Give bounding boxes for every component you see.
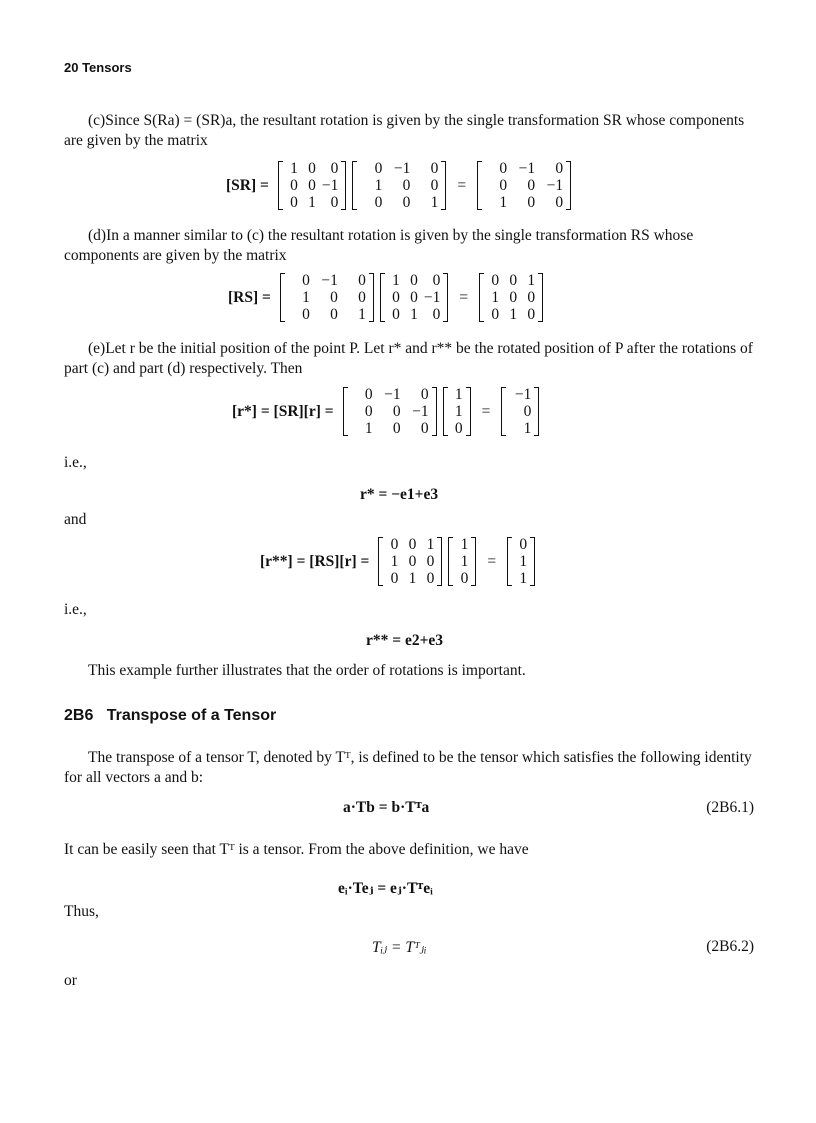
matrix-cell: −1 [518,160,536,177]
vector-cell: 0 [519,536,528,553]
matrix-cell: 0 [330,306,338,323]
matrix-cell: −1 [412,403,429,420]
r-star-matrix [343,386,437,437]
matrix-cell: 0 [430,177,439,194]
sr-matrix-a [278,160,347,211]
matrix-cell: 1 [426,536,435,553]
part-c-text: Since S(Ra) = (SR)a, the resultant rotation is given by the single transformation SR whose components are given by the matrix [64,112,745,149]
rs-result-matrix [479,272,543,323]
matrix-cell: 0 [364,386,373,403]
vector-cell: 1 [519,570,528,587]
matrix-cell: −1 [321,272,338,289]
r-double-star-result [507,536,535,587]
r-double-star-lhs: [r**] = [RS][r] = [260,552,370,570]
r-star-result [501,386,539,437]
matrix-cell: 0 [555,160,564,177]
matrix-cell: 0 [392,420,401,437]
closing-text: This example further illustrates that the order of rotations is important. [88,662,526,679]
and-label: and [64,511,87,528]
matrix-cell: 1 [499,194,508,211]
vector-cell: −1 [514,386,532,403]
matrix-cell: 0 [426,570,435,587]
matrix-cell: 0 [402,194,411,211]
vector-cell: 1 [454,403,463,420]
matrix-cell: 0 [509,272,518,289]
matrix-cell: 1 [491,289,500,306]
sr-equation: [SR] = 1 0 0 0 0 −1 0 1 0 0 −1 0 1 0 0 0 0 1 = 0 −1 0 0 0 −1 1 0 0 [226,160,574,211]
or-label: or [64,972,77,989]
matrix-cell: 0 [527,177,536,194]
component-identity-equation: eᵢ·Teⱼ = eⱼ·Tᵀeᵢ [338,880,433,897]
matrix-cell: 0 [392,403,401,420]
matrix-cell: 0 [290,177,298,194]
matrix-cell: 0 [426,553,435,570]
matrix-cell: −1 [393,160,411,177]
closing-paragraph [64,661,756,681]
matrix-cell: 0 [330,194,339,211]
matrix-cell: 0 [527,194,536,211]
matrix-cell: 0 [420,386,429,403]
matrix-cell: 0 [374,160,383,177]
vector-cell: 1 [454,386,463,403]
matrix-cell: 0 [499,177,508,194]
matrix-cell: 0 [392,289,400,306]
matrix-cell: 0 [432,272,441,289]
vector-cell: 0 [460,570,469,587]
matrix-cell: 1 [358,306,366,323]
matrix-cell: 0 [374,194,383,211]
vector-cell: 0 [523,403,532,420]
matrix-cell: 0 [330,289,338,306]
matrix-cell: 1 [302,289,310,306]
matrix-cell: 0 [408,536,417,553]
matrix-cell: 1 [374,177,383,194]
rs-equation: [RS] = 0 −1 0 1 0 0 0 0 1 1 0 0 0 0 −1 0 1 0 = 0 0 1 1 0 0 0 1 0 [228,272,546,323]
sr-matrix-b [352,160,446,211]
matrix-cell: 1 [527,272,536,289]
matrix-cell: 1 [364,420,373,437]
matrix-cell: 0 [527,306,536,323]
section-intro-text: The transpose of a tensor T, denoted by Tᵀ, is defined to be the tensor which satisfies the following identity for all vectors a and b: [64,749,752,786]
matrix-cell: 0 [509,289,518,306]
matrix-cell: 0 [302,272,310,289]
matrix-cell: −1 [423,289,441,306]
section-heading [64,707,276,725]
rs-lhs: [RS] = [228,288,271,306]
vector-cell: 1 [460,553,469,570]
matrix-cell: 0 [290,194,298,211]
matrix-cell: 0 [308,160,316,177]
matrix-cell: 1 [430,194,439,211]
section-number: 2B6 [64,707,94,724]
sr-lhs: [SR] = [226,176,269,194]
matrix-cell: 0 [430,160,439,177]
matrix-cell: 0 [364,403,373,420]
rs-matrix-a [280,272,374,323]
matrix-cell: 0 [308,177,316,194]
matrix-cell: 1 [290,160,298,177]
matrix-cell: 0 [555,194,564,211]
part-e-paragraph [64,339,756,379]
matrix-cell: 0 [302,306,310,323]
part-d-label: (d) [88,227,107,244]
matrix-cell: 0 [410,272,418,289]
matrix-cell: 0 [358,289,366,306]
matrix-cell: 1 [410,306,418,323]
section-title: Transpose of a Tensor [106,707,277,724]
matrix-cell: 0 [527,289,536,306]
ie-label-2: i.e., [64,601,87,618]
part-e-label: (e) [88,340,106,357]
part-e-text: Let r be the initial position of the point P. Let r* and r** be the rotated position of P after the rotations of part (c) and part (d) respectively. Then [64,340,753,377]
matrix-cell: 1 [509,306,518,323]
r-double-star-matrix [378,536,442,587]
matrix-cell: 0 [410,289,418,306]
matrix-cell: −1 [384,386,401,403]
part-c-label: (c) [88,112,106,129]
sr-result-matrix [477,160,571,211]
r-star-result-equation: r* = −e1+e3 [360,486,439,503]
matrix-cell: 0 [491,306,500,323]
matrix-cell: 0 [392,306,400,323]
part-d-text: In a manner similar to (c) the resultant rotation is given by the single transformation RS whose components are given by the matrix [64,227,694,264]
rs-matrix-b [380,272,449,323]
matrix-cell: 0 [402,177,411,194]
section-intro [64,748,756,788]
vector-cell: 1 [460,536,469,553]
vector-cell: 0 [454,420,463,437]
vector-cell: 1 [523,420,532,437]
matrix-cell: 1 [308,194,316,211]
section-after-text [64,840,756,860]
r-star-vector [443,386,471,437]
r-double-star-equation: [r**] = [RS][r] = 0 0 1 1 0 0 0 1 0 1 1 0 = 0 1 1 [260,536,538,587]
running-head: 20 Tensors [64,60,132,75]
r-double-star-result-equation: r** = e2+e3 [366,632,444,649]
thus-label: Thus, [64,903,99,920]
matrix-cell: 1 [408,570,417,587]
matrix-cell: −1 [546,177,564,194]
matrix-cell: 0 [390,570,399,587]
matrix-cell: 0 [432,306,441,323]
part-c-paragraph [64,111,756,151]
vector-cell: 1 [519,553,528,570]
r-star-equation: [r*] = [SR][r] = 0 −1 0 0 0 −1 1 0 0 1 1 0 = −1 0 1 [232,386,542,437]
matrix-cell: 0 [499,160,508,177]
r-double-star-vector [448,536,476,587]
matrix-cell: 0 [390,536,399,553]
matrix-cell: 0 [408,553,417,570]
matrix-cell: 0 [358,272,366,289]
equation-number-2: (2B6.2) [706,938,754,955]
matrix-cell: 1 [392,272,400,289]
matrix-cell: −1 [321,177,339,194]
equation-number-1: (2B6.1) [706,799,754,816]
matrix-cell: 1 [390,553,399,570]
matrix-cell: 0 [420,420,429,437]
part-d-paragraph [64,226,756,266]
r-star-lhs: [r*] = [SR][r] = [232,402,334,420]
ie-label-1: i.e., [64,454,87,471]
transpose-definition-equation: a·Tb = b·Tᵀa [343,799,430,816]
matrix-cell: 0 [491,272,500,289]
matrix-cell: 0 [330,160,339,177]
section-after-sentence: It can be easily seen that Tᵀ is a tensor. From the above definition, we have [64,841,529,858]
component-transpose-equation: Tᵢⱼ = Tᵀⱼᵢ [372,939,427,956]
